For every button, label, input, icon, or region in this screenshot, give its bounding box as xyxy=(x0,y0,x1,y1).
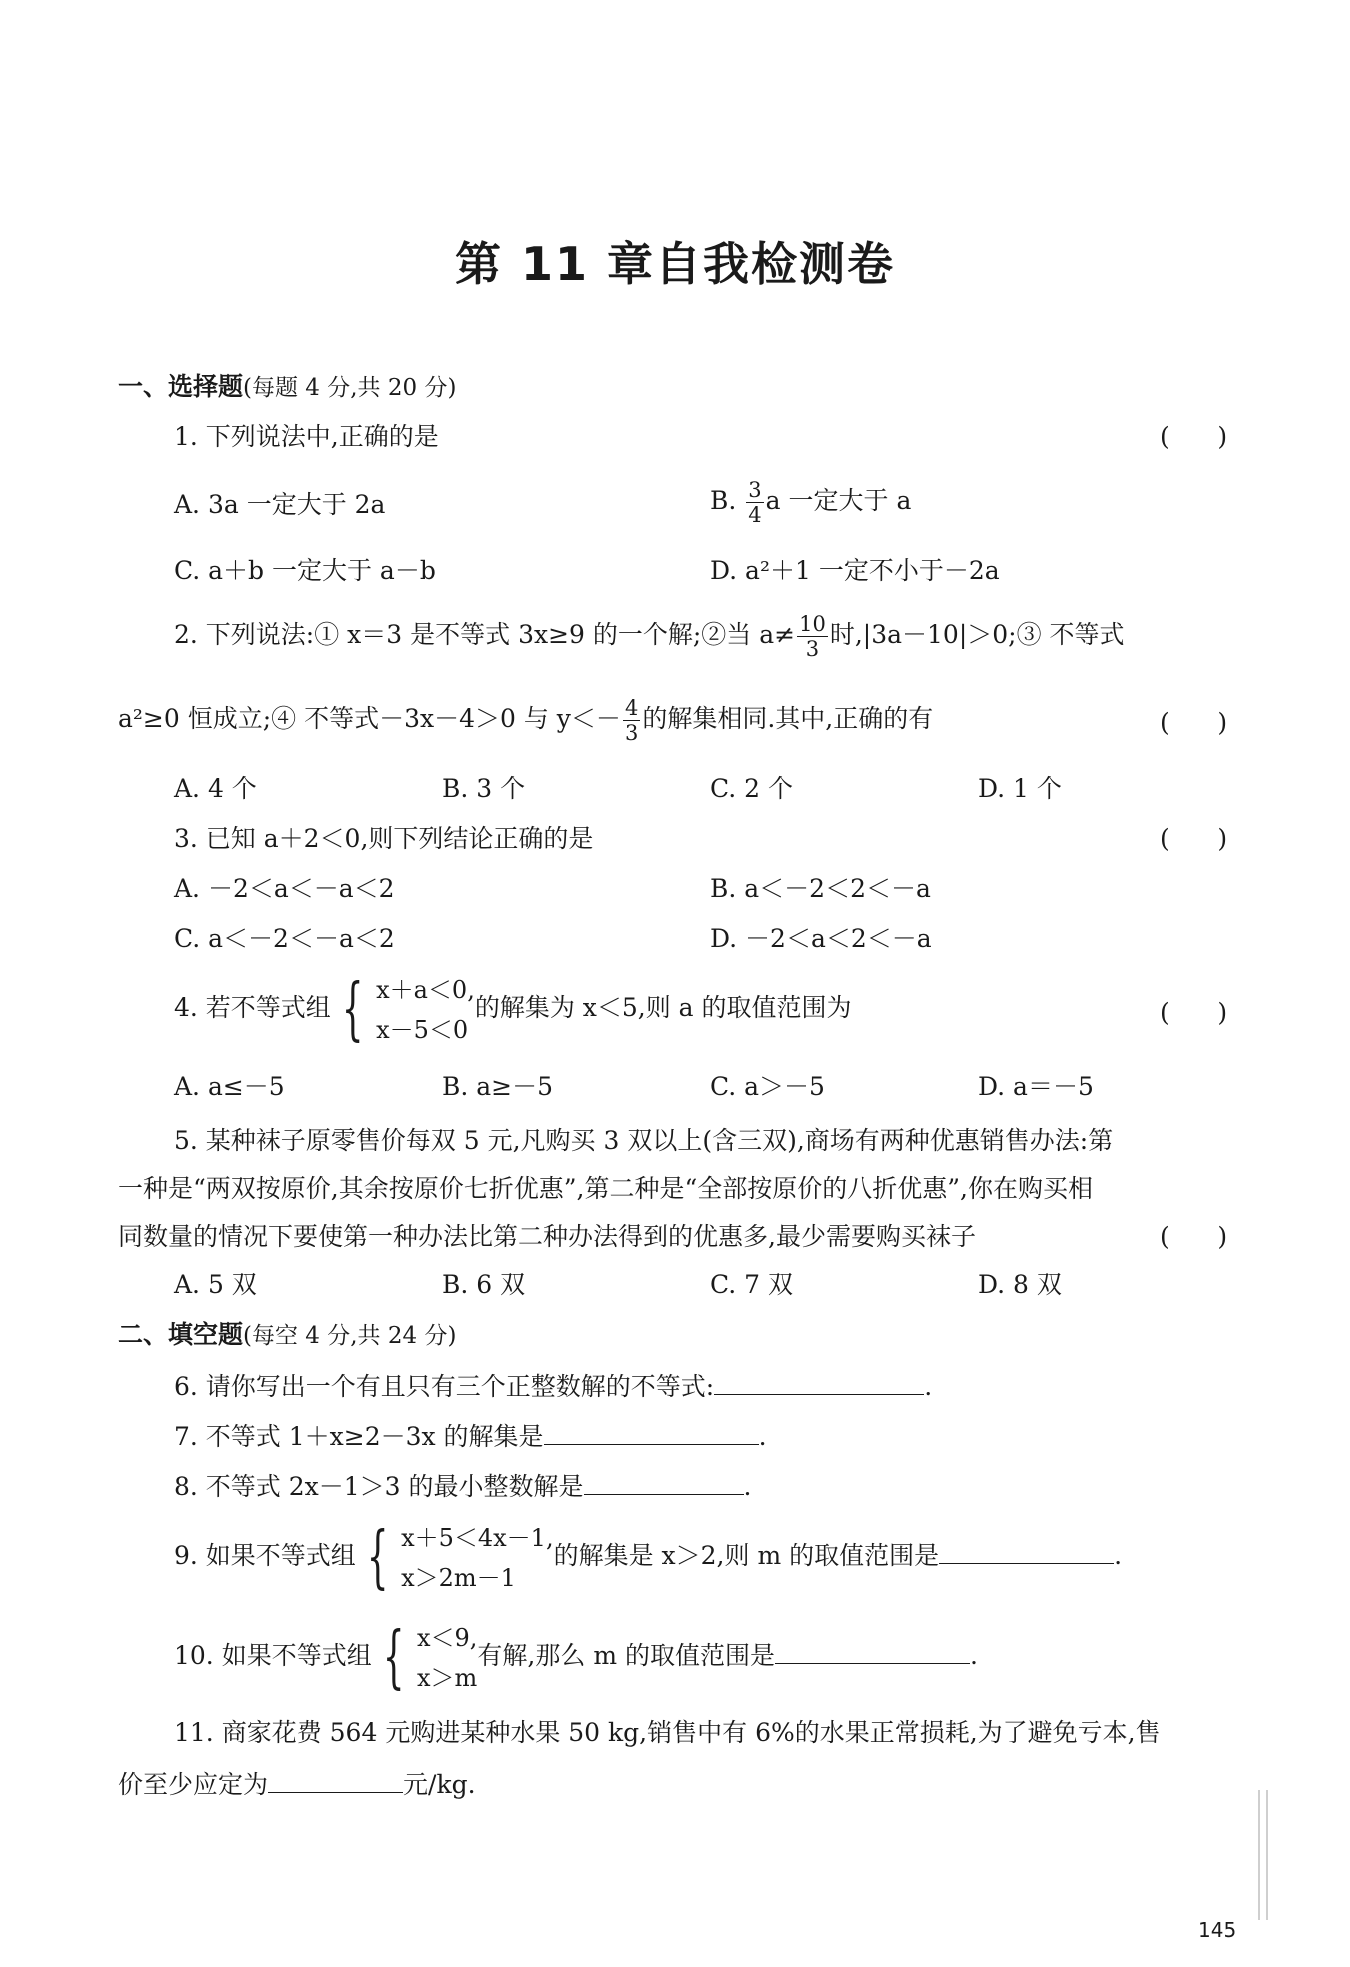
q2-line2-text-a: a²≥0 恒成立;④ 不等式－3x－4＞0 与 y＜－ xyxy=(118,704,621,733)
fraction-numerator: 3 xyxy=(748,478,762,502)
q7-text: 7. 不等式 1＋x≥2－3x 的解集是 xyxy=(174,1422,544,1451)
q1-b-rest: a 一定大于 a xyxy=(765,486,912,515)
brace-icon: { xyxy=(366,1517,389,1597)
page-number: 145 xyxy=(1198,1918,1237,1942)
system-line-1: x＜9, xyxy=(416,1623,478,1652)
q1-option-d: D. a²＋1 一定不小于－2a xyxy=(710,556,1000,585)
q4-option-a: A. a≤－5 xyxy=(174,1072,285,1101)
q3-option-c: C. a＜－2＜－a＜2 xyxy=(174,924,395,953)
q9-inequality-system xyxy=(356,1518,554,1598)
question-5-line-2: 一种是“两双按原价,其余按原价七折优惠”,第二种是“全部按原价的八折优惠”,你在购买相 xyxy=(118,1174,1093,1203)
section-label: 一、选择题 xyxy=(118,372,244,401)
question-11-line-2 xyxy=(118,1766,476,1802)
answer-blank-11[interactable] xyxy=(268,1766,403,1793)
system-line-1: x＋5＜4x－1, xyxy=(401,1523,554,1552)
q5-option-a: A. 5 双 xyxy=(174,1270,257,1299)
fraction-denominator: 3 xyxy=(805,637,820,661)
question-5-line-3: 同数量的情况下要使第一种办法比第二种办法得到的优惠多,最少需要购买袜子 xyxy=(118,1222,976,1251)
question-11-line-1: 11. 商家花费 564 元购进某种水果 50 kg,销售中有 6%的水果正常损耗,为了避免亏本,售 xyxy=(174,1718,1161,1747)
answer-paren-5: ( ) xyxy=(1160,1222,1228,1251)
q2-option-b: B. 3 个 xyxy=(442,774,526,803)
section-note: (每空 4 分,共 24 分) xyxy=(243,1323,457,1349)
q2-option-d: D. 1 个 xyxy=(978,774,1062,803)
answer-blank-9[interactable] xyxy=(939,1537,1114,1564)
q3-option-a: A. －2＜a＜－a＜2 xyxy=(174,874,395,903)
q8-end: . xyxy=(743,1472,752,1501)
page-edge-mark xyxy=(1258,1790,1260,1920)
q4-inequality-system xyxy=(331,970,475,1050)
q7-end: . xyxy=(758,1422,767,1451)
q3-option-b: B. a＜－2＜2＜－a xyxy=(710,874,931,903)
q2-line2-text-b: 的解集相同.其中,正确的有 xyxy=(642,704,934,733)
q1-option-a: A. 3a 一定大于 2a xyxy=(174,490,386,519)
question-9 xyxy=(174,1516,1122,1598)
section-note: (每题 4 分,共 20 分) xyxy=(243,375,457,401)
fraction-denominator: 3 xyxy=(624,721,639,745)
q9-end: . xyxy=(1114,1541,1123,1570)
question-3-stem: 3. 已知 a＋2＜0,则下列结论正确的是 xyxy=(174,824,594,853)
q1-b-fraction xyxy=(746,478,763,527)
system-line-2: x＞2m－1 xyxy=(401,1563,516,1592)
brace-icon: { xyxy=(382,1617,405,1697)
q11-text-b: 元/kg. xyxy=(403,1770,476,1799)
question-2-line-2 xyxy=(118,696,933,745)
q8-text: 8. 不等式 2x－1＞3 的最小整数解是 xyxy=(174,1472,584,1501)
q4-option-d: D. a＝－5 xyxy=(978,1072,1094,1101)
answer-blank-7[interactable] xyxy=(544,1418,759,1445)
q3-option-d: D. －2＜a＜2＜－a xyxy=(710,924,932,953)
answer-paren-2: ( ) xyxy=(1160,708,1228,737)
q4-pre: 4. 若不等式组 xyxy=(174,993,331,1022)
q11-text-a: 价至少应定为 xyxy=(118,1770,269,1799)
q2-line1-text-a: 2. 下列说法:① x＝3 是不等式 3x≥9 的一个解;②当 a≠ xyxy=(174,620,796,649)
q6-text: 6. 请你写出一个有且只有三个正整数解的不等式: xyxy=(174,1372,715,1401)
question-8 xyxy=(174,1468,751,1504)
fraction-denominator: 4 xyxy=(748,503,762,527)
brace-icon: { xyxy=(341,969,364,1049)
q2-line1-text-b: 时,|3a－10|＞0;③ 不等式 xyxy=(829,620,1125,649)
q2-fraction-4-3 xyxy=(623,696,640,745)
answer-blank-6[interactable] xyxy=(714,1368,924,1395)
section-heading-fill xyxy=(118,1318,456,1353)
q2-fraction-10-3 xyxy=(797,612,828,661)
section-label: 二、填空题 xyxy=(118,1320,244,1349)
q5-option-d: D. 8 双 xyxy=(978,1270,1062,1299)
fraction-numerator: 10 xyxy=(799,612,826,636)
system-line-2: x＞m xyxy=(416,1663,478,1692)
q10-pre: 10. 如果不等式组 xyxy=(174,1641,372,1670)
question-5-line-1: 5. 某种袜子原零售价每双 5 元,凡购买 3 双以上(含三双),商场有两种优惠销售办法:第 xyxy=(174,1126,1114,1155)
question-1-stem: 1. 下列说法中,正确的是 xyxy=(174,422,439,451)
q2-option-a: A. 4 个 xyxy=(174,774,257,803)
q1-option-b xyxy=(710,478,911,527)
question-7 xyxy=(174,1418,767,1454)
question-10 xyxy=(174,1616,978,1698)
q9-post: 的解集是 x＞2,则 m 的取值范围是 xyxy=(553,1541,940,1570)
q1-b-prefix: B. xyxy=(710,486,737,515)
q6-end: . xyxy=(924,1372,933,1401)
q1-option-c: C. a＋b 一定大于 a－b xyxy=(174,556,436,585)
question-4-stem xyxy=(174,968,852,1050)
answer-paren-3: ( ) xyxy=(1160,824,1228,853)
question-6 xyxy=(174,1368,932,1404)
q9-pre: 9. 如果不等式组 xyxy=(174,1541,356,1570)
page-title: 第 11 章自我检测卷 xyxy=(454,237,896,291)
question-2-line-1 xyxy=(174,612,1125,661)
page-edge-mark xyxy=(1266,1790,1268,1920)
system-line-1: x＋a＜0, xyxy=(376,975,475,1004)
q4-option-b: B. a≥－5 xyxy=(442,1072,554,1101)
answer-paren-4: ( ) xyxy=(1160,998,1228,1027)
q5-option-c: C. 7 双 xyxy=(710,1270,793,1299)
fraction-numerator: 4 xyxy=(624,696,639,720)
answer-paren-1: ( ) xyxy=(1160,422,1228,451)
q4-option-c: C. a＞－5 xyxy=(710,1072,825,1101)
answer-blank-8[interactable] xyxy=(584,1468,744,1495)
q10-inequality-system xyxy=(372,1618,478,1698)
section-heading-choice xyxy=(118,370,456,405)
q10-post: 有解,那么 m 的取值范围是 xyxy=(477,1641,775,1670)
q10-end: . xyxy=(969,1641,978,1670)
answer-blank-10[interactable] xyxy=(775,1637,970,1664)
q4-post: 的解集为 x＜5,则 a 的取值范围为 xyxy=(474,993,852,1022)
system-line-2: x－5＜0 xyxy=(376,1015,469,1044)
q2-option-c: C. 2 个 xyxy=(710,774,793,803)
q5-option-b: B. 6 双 xyxy=(442,1270,526,1299)
